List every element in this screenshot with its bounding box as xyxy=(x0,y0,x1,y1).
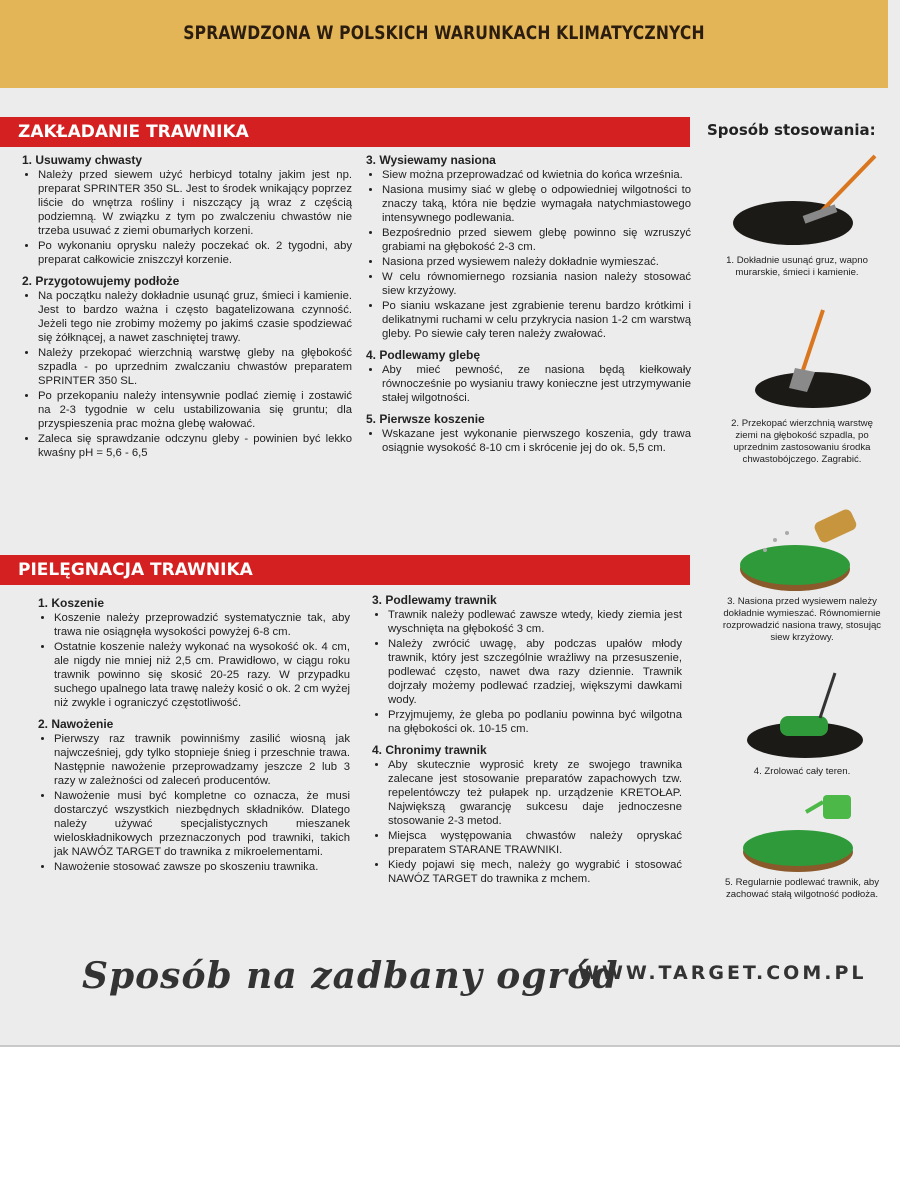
subsection-heading: 5. Pierwsze koszenie xyxy=(366,412,485,426)
list-item: • Nawożenie stosować zawsze po skoszeniu trawnika. xyxy=(54,860,350,874)
bullet-list xyxy=(366,427,691,455)
list-item: • Bezpośrednio przed siewem glebę powinno się wzruszyć grabiami na głębokość 2-3 cm. xyxy=(382,226,691,254)
website-url[interactable]: WWW.TARGET.COM.PL xyxy=(578,962,867,984)
bullet-list xyxy=(372,758,682,886)
bullet-list xyxy=(366,168,691,341)
section2-right-column xyxy=(372,593,682,893)
list-item: • Koszenie należy przeprowadzić systematycznie tak, aby trawa nie osiągnęła wysokości powyżej 6-8 cm. xyxy=(54,611,350,639)
step-4-caption: 4. Zrolować cały teren. xyxy=(753,766,851,777)
list-item: • Pierwszy raz trawnik powinniśmy zasilić wiosną jak najwcześniej, gdy tylko stopnieje śnieg i przeschnie trawa. Następnie nawożenie przeprowadzamy jeszcze 2 lub 3 razy w zależności od zaleceń producentów. xyxy=(54,732,350,788)
list-item: • Nasiona musimy siać w glebę o odpowiedniej wilgotności to znaczy taką, która nie będzie wymagała natychmiastowego intensywnego podlewania. xyxy=(382,183,691,225)
roller-illustration xyxy=(740,668,880,763)
sidebar-title: Sposób stosowania: xyxy=(707,121,876,139)
list-item: • Należy przekopać wierzchnią warstwę gleby na głębokość szpadla - po uprzednim zwalczaniu chwastów preparatem SPRINTER 350 SL. xyxy=(38,346,352,388)
list-item: • Nawożenie musi być kompletne co oznacza, że musi dostarczyć wszystkich niezbędnych składników. Dlatego należy używać specjalistycznych mieszanek wieloskładnikowych przeznaczonych pod trawniki, takich jak NAWÓZ TARGET do trawnika z mikroelementami. xyxy=(54,789,350,859)
list-item: • Aby skutecznie wyprosić krety ze swojego trawnika zalecane jest stosowanie preparatów zapachowych tzw. repelentówczy też pułapek np. urządzenie KRETOŁAP. Największą gwarancję sukcesu daje jednoczesne stosowanie 2-3 metod. xyxy=(388,758,682,828)
subsection-heading: 1. Usuwamy chwasty xyxy=(22,153,143,167)
step-3-caption: 3. Nasiona przed wysiewem należy dokładnie wymieszać. Równomiernie rozprowadzić nasiona trawy, stosując siew krzyżowy. xyxy=(722,596,882,643)
bullet-list xyxy=(22,168,352,267)
section-title-zakladanie: ZAKŁADANIE TRAWNIKA xyxy=(0,117,690,147)
watering-illustration xyxy=(738,790,888,875)
list-item: • Trawnik należy podlewać zawsze wtedy, kiedy ziemia jest wyschnięta na głębokość 3 cm. xyxy=(388,608,682,636)
list-item: • Należy przed siewem użyć herbicyd totalny jakim jest np. preparat SPRINTER 350 SL. Jest to środek wnikający poprzez liście do wnętrza rośliny i niszczący ją wraz z częścią podziemną. W związku z tym po zwalczeniu chwastów nie trzeba usuwać z ziemi obumarłych korzeni. xyxy=(38,168,352,238)
rake-illustration xyxy=(715,148,895,253)
list-item: • Kiedy pojawi się mech, należy go wygrabić i stosować NAWÓZ TARGET do trawnika z mchem. xyxy=(388,858,682,886)
bullet-list xyxy=(366,363,691,405)
list-item: • Siew można przeprowadzać od kwietnia do końca września. xyxy=(382,168,691,182)
subsection-heading: 1. Koszenie xyxy=(38,596,105,610)
list-item: • Miejsca występowania chwastów należy opryskać preparatem STARANE TRAWNIKI. xyxy=(388,829,682,857)
top-banner xyxy=(0,0,888,88)
seeding-illustration xyxy=(735,505,885,595)
list-item: • W celu równomiernego rozsiania nasion należy stosować siew krzyżowy. xyxy=(382,270,691,298)
list-item: • Na początku należy dokładnie usunąć gruz, śmieci i kamienie. Jest to bardzo ważna i często bagatelizowana czynność. Jeżeli tego nie zrobimy możemy po jakimś czasie spodziewać się żółknącej, a nawet zaschniętej trawy. xyxy=(38,289,352,345)
step-2-caption: 2. Przekopać wierzchnią warstwę ziemi na głębokość szpadla, po uprzednim zastosowaniu środka chwastobójczego. Zagrabić. xyxy=(731,418,873,465)
step-5-caption: 5. Regularnie podlewać trawnik, aby zachować stałą wilgotność podłoża. xyxy=(724,877,880,900)
list-item: • Nasiona przed wysiewem należy dokładnie wymieszać. xyxy=(382,255,691,269)
list-item: • Przyjmujemy, że gleba po podlaniu powinna być wilgotna na głębokości ok. 10-15 cm. xyxy=(388,708,682,736)
subsection-heading: 4. Podlewamy glebę xyxy=(366,348,481,362)
step-1-caption: 1. Dokładnie usunąć gruz, wapno murarskie, śmieci i kamienie. xyxy=(726,255,868,278)
subsection-heading: 2. Nawożenie xyxy=(38,717,114,731)
subsection-heading: 3. Podlewamy trawnik xyxy=(372,593,497,607)
section1-right-column xyxy=(366,153,691,462)
subsection-heading: 2. Przygotowujemy podłoże xyxy=(22,274,180,288)
list-item: • Po przekopaniu należy intensywnie podlać ziemię i zostawić na 2-3 tygodnie w celu ustabilizowania się gruntu; dla przyspieszenia prac można glebę wałować. xyxy=(38,389,352,431)
banner-text: SPRAWDZONA W POLSKICH WARUNKACH KLIMATYCZNYCH xyxy=(183,22,705,44)
list-item: • Wskazane jest wykonanie pierwszego koszenia, gdy trawa osiągnie wysokość 8-10 cm i skrócenie jej do ok. 5,5 cm. xyxy=(382,427,691,455)
list-item: • Aby mieć pewność, ze nasiona będą kiełkowały równocześnie po wysianiu trawy konieczne jest utrzymywanie stałej wilgotności. xyxy=(382,363,691,405)
list-item: • Zaleca się sprawdzanie odczynu gleby - powinien być lekko kwaśny pH = 5,6 - 6,5 xyxy=(38,432,352,460)
list-item: • Ostatnie koszenie należy wykonać na wysokość ok. 4 cm, ale nigdy nie mniej niż 2,5 cm. Prawidłowo, w ciągu roku trawnik powinno się skosić 20-25 razy. W przypadku suchego upalnego lata trawę należy kosić o ok. 2 cm wyżej niż zwykle i ograniczyć częstotliwość. xyxy=(54,640,350,710)
list-item: • Należy zwrócić uwagę, aby podczas upałów młody trawnik, który jest szczególnie wrażliwy na przesuszenie, podlewać często, nawet dwa razy dziennie. Trawnik dojrzały możemy podlewać rzadziej, większymi dawkami wody. xyxy=(388,637,682,707)
section-title-pielegnacja: PIELĘGNACJA TRAWNIKA xyxy=(0,555,690,585)
bullet-list xyxy=(38,732,350,874)
section1-left-column xyxy=(22,153,352,467)
subsection-heading: 3. Wysiewamy nasiona xyxy=(366,153,496,167)
bullet-list xyxy=(38,611,350,710)
subsection-heading: 4. Chronimy trawnik xyxy=(372,743,487,757)
list-item: • Po wykonaniu oprysku należy poczekać ok. 2 tygodni, aby preparat całkowicie zniszczył korzenie. xyxy=(38,239,352,267)
bullet-list xyxy=(372,608,682,736)
section2-left-column xyxy=(38,596,350,881)
slogan: Sposób na zadbany ogród xyxy=(82,955,619,997)
spade-illustration xyxy=(745,300,885,415)
bullet-list xyxy=(22,289,352,460)
list-item: • Po sianiu wskazane jest zgrabienie terenu bardzo krótkimi i delikatnymi ruchami w celu przykrycia nasion 1-2 cm warstwą gleby. Po siewie cały teren należy zwałować. xyxy=(382,299,691,341)
